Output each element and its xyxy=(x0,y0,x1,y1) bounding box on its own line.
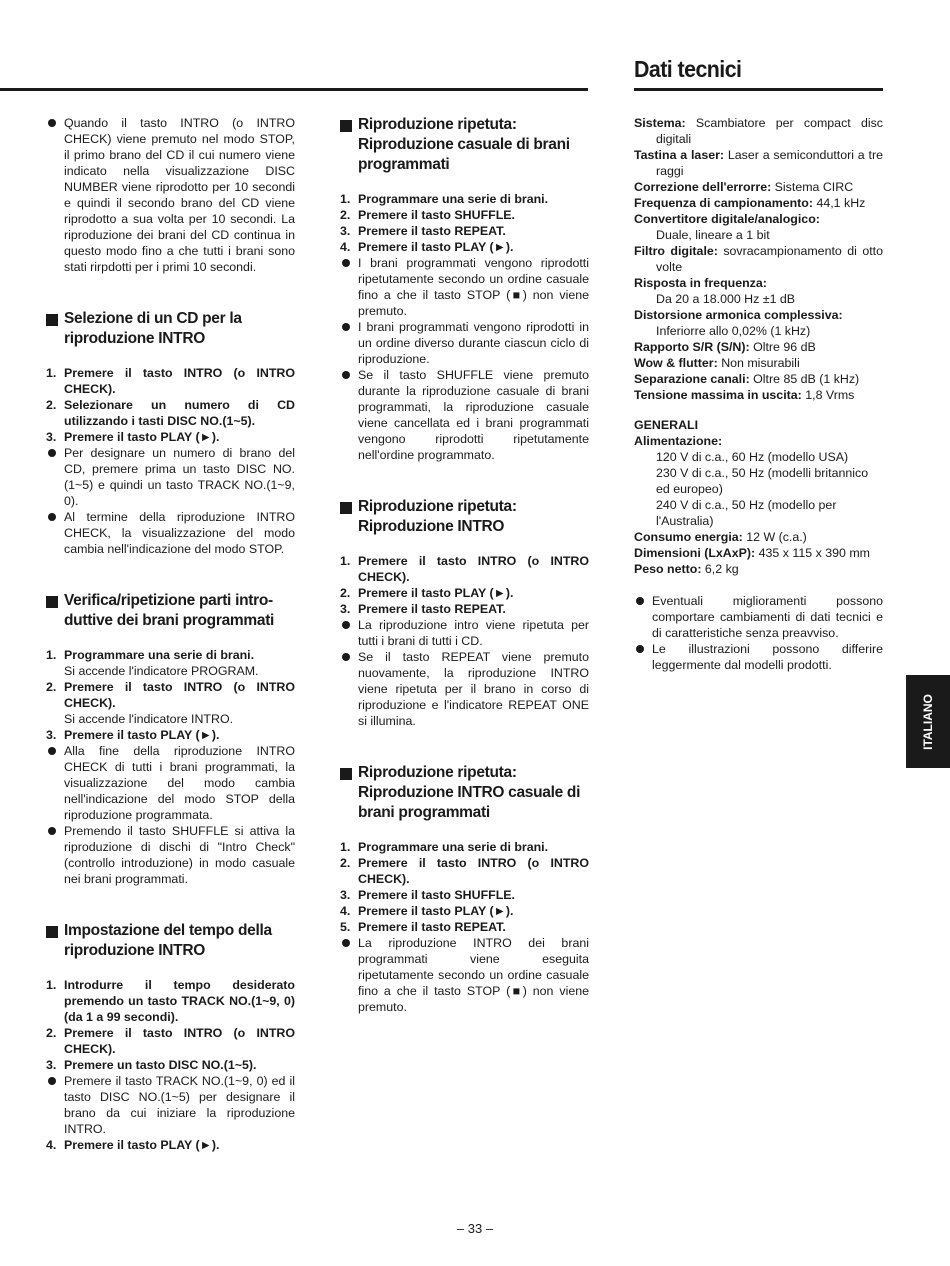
page-title: Dati tecnici xyxy=(634,56,742,82)
section-title-intro-time: Impostazione del tempo della riproduzione INTRO xyxy=(46,921,295,961)
column-1 xyxy=(46,115,295,1153)
spec-value: 435 x 115 x 390 mm xyxy=(755,546,870,560)
spec-row xyxy=(634,339,883,355)
spec-value: Inferiorre allo 0,02% (1 kHz) xyxy=(656,324,811,338)
step-item: 2. Premere il tasto PLAY (►). xyxy=(340,586,514,600)
step-note: Si accende l'indicatore INTRO. xyxy=(64,712,234,726)
spec-row xyxy=(634,371,883,387)
step-item: 3. Premere un tasto DISC NO.(1~5). xyxy=(46,1058,257,1072)
spec-row xyxy=(634,497,883,529)
spec-label: Wow & flutter: xyxy=(634,356,718,370)
step-item: 1. Programmare una serie di brani. xyxy=(46,648,255,662)
spec-label: Convertitore digitale/analogico: xyxy=(634,212,820,226)
step-item: 3. Premere il tasto PLAY (►). xyxy=(46,430,220,444)
specs-group-title: GENERALI xyxy=(634,418,699,432)
spec-value: 12 W (c.a.) xyxy=(742,530,807,544)
step-item: 3. Premere il tasto REPEAT. xyxy=(340,224,506,238)
note-item: Eventuali miglioramenti possono comportare cambiamenti di dati tecnici e di caratteristiche senza preavviso. xyxy=(634,593,883,641)
intro-bullet: Quando il tasto INTRO (o INTRO CHECK) viene premuto nel modo STOP, il primo brano del CD il cui numero viene indicato nella visualizzazione DISC NUMBER viene riprodotto per 10 secondi e quindi il secondo brano del CD viene riprodotto a sua volta per 10 secondi. La riproduzione dei brani del CD continua in questo modo fino a che tutti i brani sono stati rirpdotti per i primi 10 secondi. xyxy=(46,115,295,275)
spec-label: Consumo energia: xyxy=(634,530,743,544)
spec-label: Separazione canali: xyxy=(634,372,750,386)
spec-value: Da 20 a 18.000 Hz ±1 dB xyxy=(656,292,796,306)
specs-column xyxy=(634,115,883,673)
spec-label: Rapporto S/R (S/N): xyxy=(634,340,750,354)
step-item: 2. Premere il tasto SHUFFLE. xyxy=(340,208,515,222)
spec-value: Oltre 85 dB (1 kHz) xyxy=(749,372,860,386)
spec-value: Scambiatore per compact disc digitali xyxy=(656,116,883,146)
generali-list xyxy=(634,433,883,577)
note-item: Le illustrazioni possono differire leggermente dal modelli prodotti. xyxy=(634,641,883,673)
header-rule-right xyxy=(634,88,883,91)
spec-row xyxy=(634,179,883,195)
bullet-item: Se il tasto SHUFFLE viene premuto durante la riproduzione casuale di brani programmati, la riproduzione casuale viene cancellata ed i brani programmati vengono riprodotti ripetutamente nell'ordine programmato. xyxy=(340,367,589,463)
bullet-item: Al termine della riproduzione INTRO CHECK, la visualizzazione del modo cambia nell'indicazione del modo STOP. xyxy=(46,509,295,557)
step-item: 4. Premere il tasto PLAY (►). xyxy=(340,904,514,918)
spec-value: Sistema CIRC xyxy=(771,180,854,194)
specs-list xyxy=(634,115,883,403)
section-title-repeat-intro: Riproduzione ripetuta: Riproduzione INTRO xyxy=(340,497,589,537)
section-title-repeat-shuffle: Riproduzione ripetuta: Riproduzione casuale di brani programmati xyxy=(340,115,589,175)
spec-row xyxy=(634,115,883,147)
spec-label: Tastina a laser: xyxy=(634,148,725,162)
step-item: 4. Premere il tasto PLAY (►). xyxy=(340,240,514,254)
spec-value: 1,8 Vrms xyxy=(801,388,855,402)
bullet-item: Premere il tasto TRACK NO.(1~9, 0) ed il tasto DISC NO.(1~5) per designare il brano da cui iniziare la riproduzione INTRO. xyxy=(46,1073,295,1137)
section-title-repeat-intro-shuffle: Riproduzione ripetuta: Riproduzione INTRO casuale di brani programmati xyxy=(340,763,589,823)
column-2 xyxy=(340,115,589,1015)
step-item: 2. Selezionare un numero di CD utilizzando i tasti DISC NO.(1~5). xyxy=(46,398,295,428)
spec-row xyxy=(634,307,883,323)
step-item: 3. Premere il tasto REPEAT. xyxy=(340,602,506,616)
spec-row xyxy=(634,291,883,307)
spec-row xyxy=(634,529,883,545)
spec-row xyxy=(634,433,883,449)
page-number: – 33 – xyxy=(456,1221,494,1236)
spec-row xyxy=(634,147,883,179)
spec-label: Distorsione armonica complessiva: xyxy=(634,308,843,322)
section-title-intro-cd: Selezione di un CD per la riproduzione INTRO xyxy=(46,309,295,349)
section-title-intro-program: Verifica/ripetizione parti intro-duttive dei brani programmati xyxy=(46,591,295,631)
spec-row xyxy=(634,211,883,227)
language-tab xyxy=(906,675,950,768)
spec-value: sovracampionamento di otto volte xyxy=(656,244,883,274)
spec-row xyxy=(634,355,883,371)
spec-row xyxy=(634,387,883,403)
bullet-item: I brani programmati vengono riprodotti ripetutamente secondo un ordine casuale fino a che il tasto STOP (■) non viene premuto. xyxy=(340,255,589,319)
step-item: 1. Premere il tasto INTRO (o INTRO CHECK). xyxy=(340,554,589,584)
spec-row xyxy=(634,275,883,291)
step-item: 2. Premere il tasto INTRO (o INTRO CHECK). xyxy=(340,856,589,886)
bullet-item: Alla fine della riproduzione INTRO CHECK di tutti i brani programmati, la visualizzazione del modo cambia nell'indicazione del modo STOP della riproduzione programmata. xyxy=(46,743,295,823)
spec-value: Laser a semiconduttori a tre raggi xyxy=(656,148,883,178)
bullet-item: La riproduzione INTRO dei brani programmati viene eseguita ripetutamente secondo un ordine casuale fino a che il tasto STOP (■) non viene premuto. xyxy=(340,935,589,1015)
spec-row xyxy=(634,195,883,211)
bullet-item: Se il tasto REPEAT viene premuto nuovamente, la riproduzione INTRO viene ripetuta per il brano in corso di riproduzione e l'indicatore REPEAT ONE si illumina. xyxy=(340,649,589,729)
spec-label: Frequenza di campionamento: xyxy=(634,196,813,210)
step-item: 3. Premere il tasto SHUFFLE. xyxy=(340,888,515,902)
step-item: 1. Programmare una serie di brani. xyxy=(340,192,549,206)
spec-row xyxy=(634,545,883,561)
spec-label: Tensione massima in uscita: xyxy=(634,388,802,402)
step-item: 1. Introdurre il tempo desiderato premendo un tasto TRACK NO.(1~9, 0) (da 1 a 99 secondi). xyxy=(46,978,295,1024)
spec-label: Sistema: xyxy=(634,116,686,130)
spec-label: Filtro digitale: xyxy=(634,244,718,258)
bullet-item: I brani programmati vengono riprodotti in un ordine diverso durante ciascun ciclo di riproduzione. xyxy=(340,319,589,367)
spec-row xyxy=(634,465,883,497)
step-item: 5. Premere il tasto REPEAT. xyxy=(340,920,506,934)
spec-row xyxy=(634,243,883,275)
language-tab-label: ITALIANO xyxy=(921,693,935,750)
step-note: Si accende l'indicatore PROGRAM. xyxy=(64,664,259,678)
step-item: 2. Premere il tasto INTRO (o INTRO CHECK). xyxy=(46,680,295,710)
spec-value: Oltre 96 dB xyxy=(749,340,816,354)
spec-value: 6,2 kg xyxy=(701,562,739,576)
spec-label: Alimentazione: xyxy=(634,434,723,448)
bullet-item: La riproduzione intro viene ripetuta per tutti i brani di tutti i CD. xyxy=(340,617,589,649)
bullet-item: Premendo il tasto SHUFFLE si attiva la riproduzione di dischi di "Intro Check" (controllo introduzione) in modo casuale nei brani programmati. xyxy=(46,823,295,887)
spec-value: 230 V di c.a., 50 Hz (modelli britannico ed europeo) xyxy=(656,466,869,496)
spec-value: 240 V di c.a., 50 Hz (modello per l'Australia) xyxy=(656,498,837,528)
spec-label: Peso netto: xyxy=(634,562,702,576)
spec-label: Correzione dell'errorre: xyxy=(634,180,772,194)
step-item: 4. Premere il tasto PLAY (►). xyxy=(46,1138,220,1152)
spec-row xyxy=(634,561,883,577)
spec-value: Duale, lineare a 1 bit xyxy=(656,228,770,242)
step-item: 2. Premere il tasto INTRO (o INTRO CHECK). xyxy=(46,1026,295,1056)
spec-row xyxy=(634,449,883,465)
step-item: 1. Programmare una serie di brani. xyxy=(340,840,549,854)
spec-label: Dimensioni (LxAxP): xyxy=(634,546,756,560)
spec-label: Risposta in frequenza: xyxy=(634,276,767,290)
spec-row xyxy=(634,323,883,339)
spec-row xyxy=(634,227,883,243)
step-item: 3. Premere il tasto PLAY (►). xyxy=(46,728,220,742)
spec-value: 120 V di c.a., 60 Hz (modello USA) xyxy=(656,450,849,464)
step-item: 1. Premere il tasto INTRO (o INTRO CHECK). xyxy=(46,366,295,396)
spec-value: 44,1 kHz xyxy=(813,196,866,210)
bullet-item: Per designare un numero di brano del CD, premere prima un tasto DISC NO.(1~5) e quindi un tasto TRACK NO.(1~9, 0). xyxy=(46,445,295,509)
spec-value: Non misurabili xyxy=(717,356,800,370)
header-rule-left xyxy=(0,88,588,91)
